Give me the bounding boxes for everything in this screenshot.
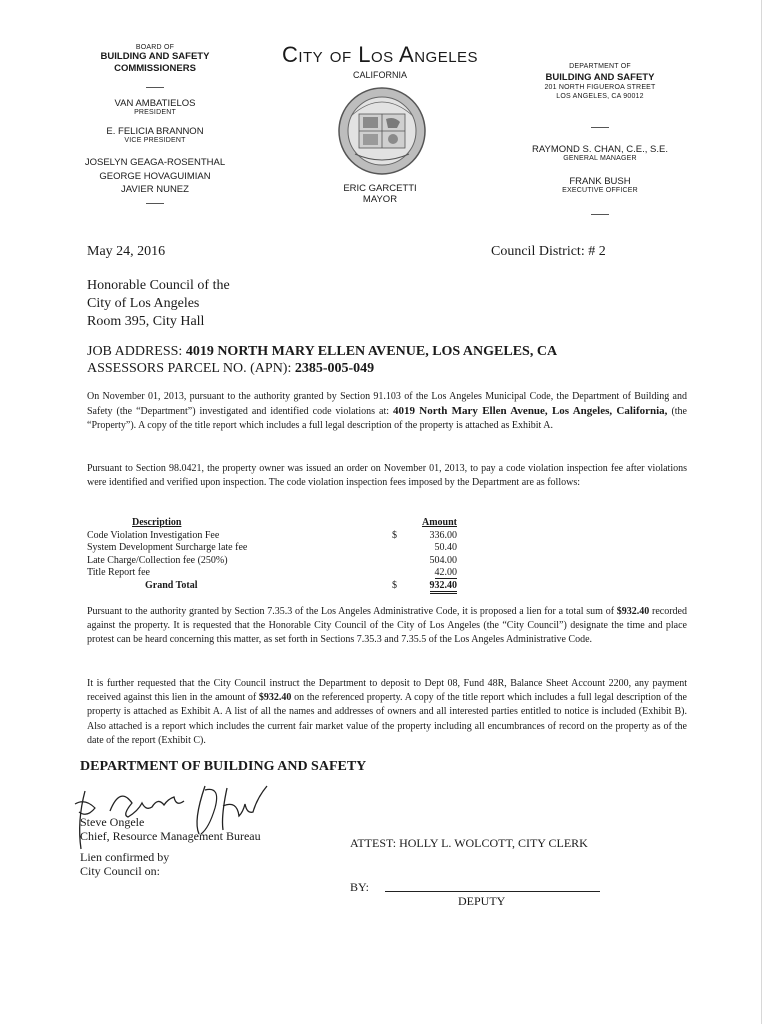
paragraph-deposit bbox=[87, 677, 687, 748]
job-address bbox=[87, 343, 557, 360]
commissioner-1: JOSELYN GEAGA-ROSENTHAL bbox=[84, 157, 226, 168]
amount-header: Amount bbox=[421, 517, 457, 528]
mayor-name: ERIC GARCETTI bbox=[343, 183, 417, 194]
apn-value: 2385-005-049 bbox=[294, 361, 375, 376]
fee-amount: 42.00 bbox=[434, 567, 457, 579]
dept-of-label: DEPARTMENT OF bbox=[569, 63, 631, 70]
dept-name: BUILDING AND SAFETY bbox=[545, 72, 655, 83]
lien-confirmed-block bbox=[80, 850, 169, 878]
addressee-line-3: Room 395, City Hall bbox=[87, 314, 205, 329]
dept-address-1: 201 NORTH FIGUEROA STREET bbox=[544, 84, 656, 91]
attest-line: ATTEST: HOLLY L. WOLCOTT, CITY CLERK bbox=[350, 836, 588, 850]
fee-amount-cell bbox=[407, 542, 457, 555]
city-seal-icon bbox=[337, 86, 427, 176]
addressee-line-2: City of Los Angeles bbox=[87, 296, 200, 311]
addressee-block bbox=[87, 277, 230, 331]
signature-line bbox=[385, 891, 600, 892]
signer-name: Steve Ongele bbox=[80, 815, 145, 829]
mayor-title: MAYOR bbox=[362, 194, 398, 205]
fee-dollar-sign bbox=[392, 542, 407, 555]
fee-amount-cell bbox=[407, 555, 457, 568]
mayor-block bbox=[300, 183, 460, 205]
fee-description: Code Violation Investigation Fee bbox=[87, 529, 220, 541]
dept-address-2: LOS ANGELES, CA 90012 bbox=[556, 93, 644, 100]
vice-president-title: VICE PRESIDENT bbox=[124, 137, 186, 144]
fee-amount-cell bbox=[407, 567, 457, 580]
fee-row bbox=[87, 567, 467, 580]
commissioner-2: GEORGE HOVAGUIMIAN bbox=[99, 170, 211, 182]
page-edge-line bbox=[761, 0, 762, 1024]
general-manager-name: RAYMOND S. CHAN, C.E., S.E. bbox=[531, 144, 668, 155]
job-address-block bbox=[87, 343, 557, 377]
signer-title: Chief, Resource Management Bureau bbox=[80, 829, 261, 843]
fee-row bbox=[87, 542, 467, 555]
fee-dollar-sign bbox=[392, 555, 407, 568]
paragraph-text: on the referenced property. A copy of the title report which includes a full legal description of the property is attached as Exhibit A. A list of all the names and addresses of owners and all interested parties entitled to notice is included (Exhibit B). Also attached is a report which includes the current fair market value of the property including all encumbrances of record on the property as of the date of the report (Exhibit C). bbox=[87, 692, 687, 746]
fee-row bbox=[87, 530, 467, 543]
executive-officer-title: EXECUTIVE OFFICER bbox=[562, 187, 638, 194]
paragraph-text: It is further requested that the City Council instruct the Department to deposit to Dept 08, Fund 48R, Balance Sheet Account 2200, any payment received against this lien in the amount of bbox=[87, 678, 687, 704]
fee-rows bbox=[87, 530, 467, 580]
lien-confirmed-line-2: City Council on: bbox=[80, 864, 161, 878]
fee-total-row bbox=[87, 580, 467, 593]
fee-description: Late Charge/Collection fee (250%) bbox=[87, 554, 228, 566]
paragraph-text: recorded against the property. It is requested that the Honorable City Council of the City of Los Angeles (the “City Council”) designate the time and place protest can be heard concerning this matter, as set forth in Sections 7.35.3 and 7.35.5 of the Los Angeles Administrative Code. bbox=[87, 606, 687, 646]
divider-dash bbox=[591, 214, 609, 215]
divider-dash bbox=[146, 87, 164, 88]
signer-block bbox=[80, 815, 261, 843]
city-title: City of Los Angeles bbox=[281, 42, 479, 67]
grand-total-dollar: $ bbox=[392, 579, 397, 591]
paragraph-text: Pursuant to the authority granted by Section 7.35.3 of the Los Angeles Administrative Code, it is proposed a lien for a total sum of bbox=[87, 606, 617, 617]
divider-dash bbox=[146, 203, 164, 204]
grand-total-label: Grand Total bbox=[145, 579, 198, 591]
fee-dollar-sign bbox=[392, 567, 407, 580]
divider-dash bbox=[591, 127, 609, 128]
lien-amount-bold: $932.40 bbox=[616, 606, 650, 617]
department-heading: DEPARTMENT OF BUILDING AND SAFETY bbox=[80, 759, 367, 774]
apn-label: ASSESSORS PARCEL NO. (APN): bbox=[87, 361, 295, 376]
letter-date: May 24, 2016 bbox=[87, 244, 166, 259]
by-label: BY: bbox=[350, 880, 369, 894]
fee-table-header bbox=[87, 517, 467, 530]
fee-dollar-sign: $ bbox=[392, 529, 397, 541]
apn bbox=[87, 360, 557, 377]
deputy-label: DEPUTY bbox=[458, 894, 506, 908]
deposit-amount-bold: $932.40 bbox=[258, 692, 292, 704]
paragraph-order: Pursuant to Section 98.0421, the property owner was issued an order on November 01, 2013, to pay a code violation inspection fee after violations were identified and verified upon inspection. The code violation inspection fees imposed by the Department are as follows: bbox=[87, 463, 687, 489]
council-district: Council District: # 2 bbox=[491, 244, 606, 259]
property-address-bold: 4019 North Mary Ellen Avenue, Los Angeles, California, bbox=[393, 405, 668, 418]
board-name-line1: BUILDING AND SAFETY bbox=[100, 51, 210, 62]
board-name-line2: COMMISSIONERS bbox=[114, 63, 196, 74]
fee-table bbox=[87, 517, 467, 593]
fee-row bbox=[87, 555, 467, 568]
paragraph-violations bbox=[87, 390, 687, 434]
grand-total-amount: 932.40 bbox=[430, 580, 458, 594]
job-address-value: 4019 NORTH MARY ELLEN AVENUE, LOS ANGELES, CA bbox=[185, 344, 558, 359]
commissioner-3: JAVIER NUNEZ bbox=[121, 184, 189, 195]
lien-confirmed-line-1: Lien confirmed by bbox=[80, 850, 170, 864]
fee-amount-cell bbox=[407, 530, 457, 543]
board-of-label: BOARD OF bbox=[135, 44, 175, 51]
general-manager-title: GENERAL MANAGER bbox=[563, 155, 637, 162]
addressee-line-1: Honorable Council of the bbox=[87, 278, 230, 293]
paragraph-text: (the “Property”). A copy of the title report which includes a full legal description of the property is attached as Exhibit A. bbox=[87, 406, 687, 432]
paragraph-text: On November 01, 2013, pursuant to the authority granted by Section 91.103 of the Los Angeles Municipal Code, the Department of Building and Safety (the “Department”) investigated and identified code violations at: bbox=[87, 391, 687, 418]
fee-description: System Development Surcharge late fee bbox=[87, 542, 248, 554]
vice-president-name: E. FELICIA BRANNON bbox=[106, 126, 204, 137]
board-block bbox=[60, 44, 250, 204]
president-title: PRESIDENT bbox=[134, 109, 176, 116]
president-name: VAN AMBATIELOS bbox=[114, 98, 196, 109]
fee-amount: 50.40 bbox=[434, 542, 457, 554]
fee-amount: 336.00 bbox=[429, 529, 457, 541]
paragraph-lien bbox=[87, 605, 687, 648]
department-block bbox=[520, 63, 680, 215]
fee-description: Title Report fee bbox=[87, 567, 150, 579]
job-address-label: JOB ADDRESS: bbox=[87, 344, 186, 359]
description-header: Description bbox=[132, 517, 182, 528]
executive-officer-name: FRANK BUSH bbox=[569, 176, 631, 187]
city-subtitle: CALIFORNIA bbox=[352, 70, 407, 80]
fee-amount: 504.00 bbox=[429, 554, 457, 566]
